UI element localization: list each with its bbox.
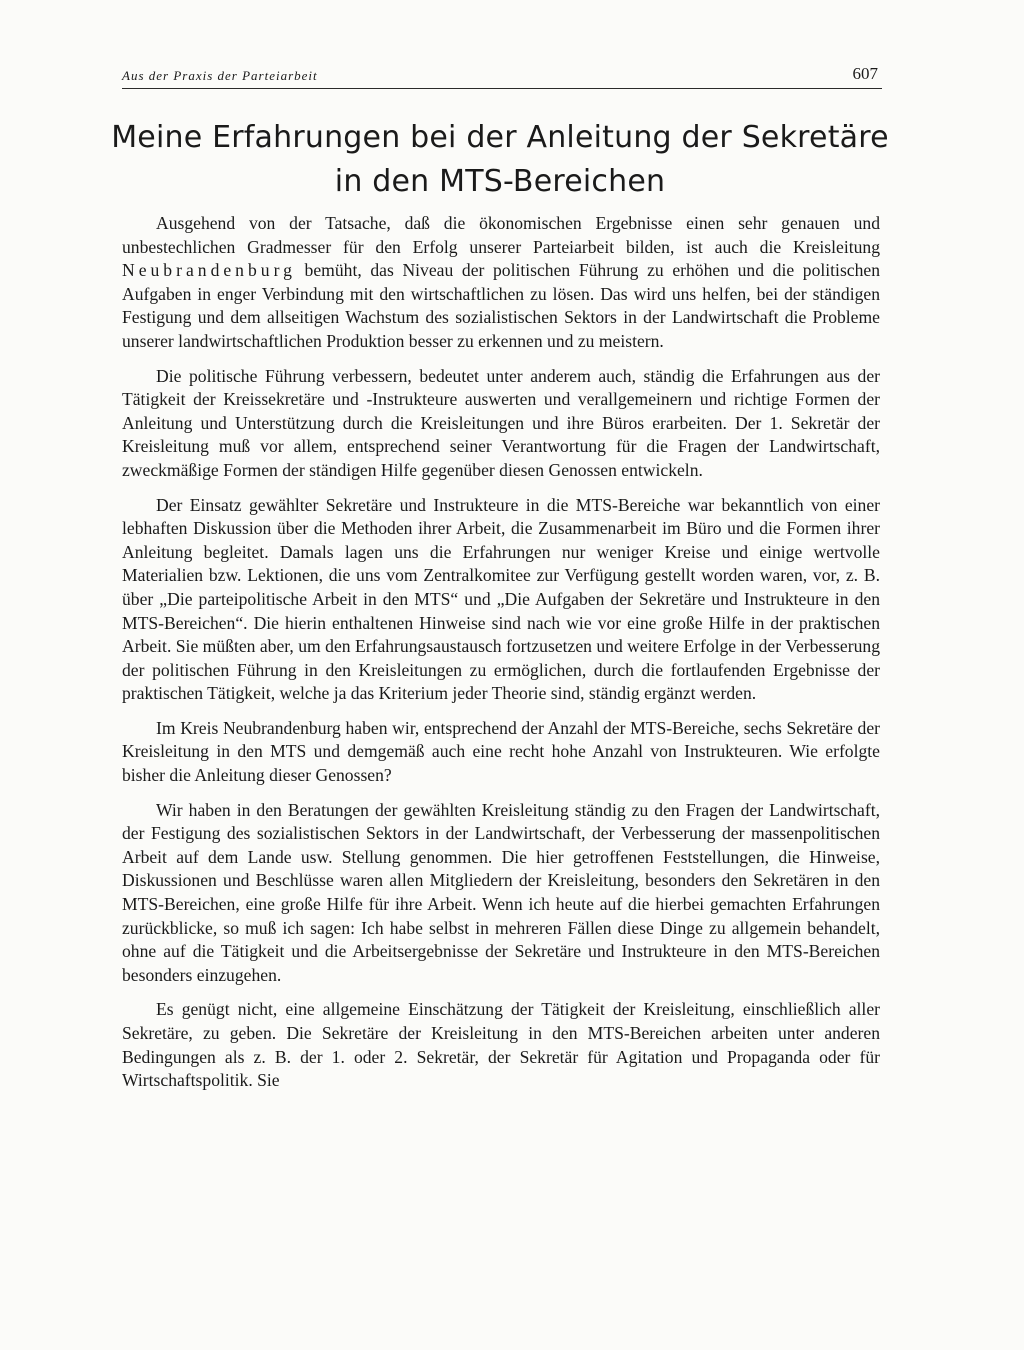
page-number: 607 [852, 64, 878, 83]
article-title-line-1: Meine Erfahrungen bei der Anleitung der Sekretäre [111, 120, 889, 155]
article-title-line-2: in den MTS-Bereichen [334, 164, 666, 199]
running-header [122, 64, 882, 90]
paragraph-6: Es genügt nicht, eine allgemeine Einschätzung der Tätigkeit der Kreisleitung, einschließlich aller Sekretäre, zu geben. Die Sekretäre der Kreisleitung in den MTS-Bereichen arbeiten unter anderen Bedingungen als z. B. der 1. oder 2. Sekretär, der Sekretär für Agitation und Propaganda oder für Wirtschaftspolitik. Sie [122, 999, 880, 1091]
article-body [122, 212, 880, 1104]
paragraph-1-start: Ausgehend von der Tatsache, daß die ökonomischen Ergebnisse einen sehr genauen und unbestechlichen Gradmesser für den Erfolg unserer Parteiarbeit bilden, ist auch die Kreisleitung [122, 213, 880, 257]
paragraph-3: Der Einsatz gewählter Sekretäre und Instrukteure in die MTS-Bereiche war bekanntlich von einer lebhaften Diskussion über die Methoden ihrer Arbeit, die Zusammenarbeit im Büro und die Formen ihrer Anleitung begleitet. Damals lagen uns die Erfahrungen nur weniger Kreise und einige wertvolle Materialien bzw. Lektionen, die uns vom Zentralkomitee zur Verfügung gestellt worden waren, vor, z. B. über „Die parteipolitische Arbeit in den MTS“ und „Die Aufgaben der Sekretäre und Instrukteure in den MTS-Bereichen“. Die hierin enthaltenen Hinweise sind nach wie vor eine große Hilfe in der praktischen Arbeit. Sie müßten aber, um den Erfahrungsaustausch fortzusetzen und weitere Erfolge in der Verbesserung der politischen Führung in den Kreisleitungen zu ermöglichen, durch die fortlaufenden Ergebnisse der praktischen Tätigkeit, welche ja das Kriterium jeder Theorie sind, ständig ergänzt werden. [122, 494, 880, 704]
running-title: Aus der Praxis der Parteiarbeit [122, 68, 318, 83]
paragraph-1 [122, 212, 880, 354]
header-rule [122, 88, 882, 89]
article-title [110, 116, 890, 204]
paragraph-4: Im Kreis Neubrandenburg haben wir, entsprechend der Anzahl der MTS-Bereiche, sechs Sekretäre der Kreisleitung in den MTS und demgemäß auch eine recht hohe Anzahl von Instrukteuren. Wie erfolgte bisher die Anleitung dieser Genossen? [122, 717, 880, 786]
paragraph-1-end: bemüht, das Niveau der politischen Führung zu erhöhen und die politischen Aufgaben in enger Verbindung mit den wirtschaftlichen zu lösen. Das wird uns helfen, bei der ständigen Festigung und dem allseitigen Wachstum des sozialistischen Sektors in der Landwirtschaft die Probleme unserer landwirtschaftlichen Produktion besser zu erkennen und zu meistern. [122, 260, 880, 351]
paragraph-5: Wir haben in den Beratungen der gewählten Kreisleitung ständig zu den Fragen der Landwirtschaft, der Festigung des sozialistischen Sektors in der Landwirtschaft, der Verbesserung der massenpolitischen Arbeit auf dem Lande usw. Stellung genommen. Die hier getroffenen Feststellungen, die Hinweise, Diskussionen und Beschlüsse waren allen Mitgliedern der Kreisleitung, besonders den Sekretären in den MTS-Bereichen, eine große Hilfe für ihre Arbeit. Wenn ich heute auf die hierbei gemachten Erfahrungen zurückblicke, so muß ich sagen: Ich habe selbst in mehreren Fällen diese Dinge zu allgemein behandelt, ohne auf die Tätigkeit und die Arbeitsergebnisse der Sekretäre und Instrukteure in den MTS-Bereichen besonders einzugehen. [122, 799, 880, 985]
spaced-place-name: Neubrandenburg [122, 260, 296, 281]
paragraph-2: Die politische Führung verbessern, bedeutet unter anderem auch, ständig die Erfahrungen aus der Tätigkeit der Kreissekretäre und -Instrukteure auswerten und verallgemeinern und richtige Formen der Anleitung und Unterstützung durch die Kreisleitungen und ihre Büros erarbeiten. Der 1. Sekretär der Kreisleitung muß vor allem, entsprechend seiner Verantwortung für die Fragen der Landwirtschaft, zweckmäßige Formen der ständigen Hilfe gegenüber diesen Genossen entwickeln. [122, 365, 880, 480]
